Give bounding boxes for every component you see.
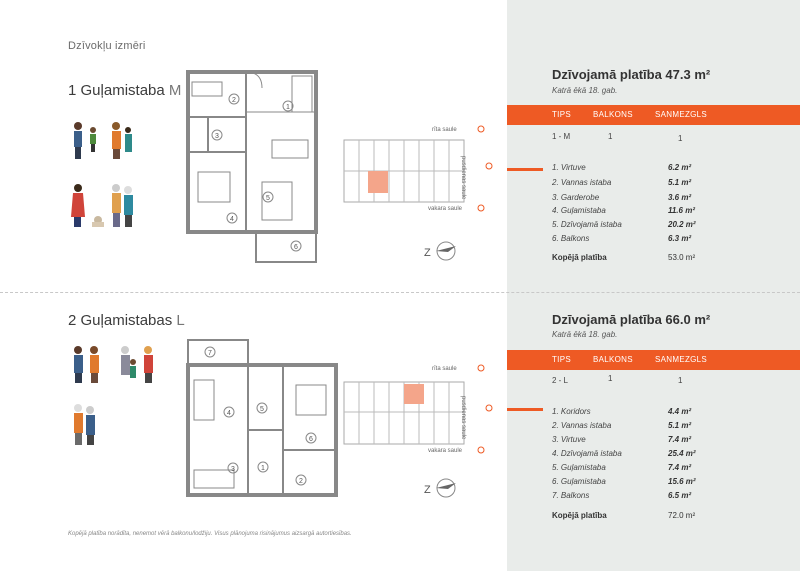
sun-icon [478, 365, 492, 453]
room-name: 7. Balkons [552, 491, 590, 500]
apt1-title [68, 82, 181, 99]
header-tips: TIPS [552, 355, 571, 364]
apt2-bathroom-value: 1 [678, 376, 683, 385]
room-name: 6. Guļamistaba [552, 477, 606, 486]
apt1-balcony-value: 1 [608, 132, 613, 141]
room-area: 6.5 m² [668, 491, 692, 500]
apt2-type-value: 2 - L [552, 376, 569, 385]
apt2-balcony-value: 1 [608, 374, 613, 383]
header-balkons: BALKONS [593, 110, 633, 119]
plan-num: 5 [260, 406, 264, 413]
header-balkons: BALKONS [593, 355, 633, 364]
apt2-total-label: Kopējā platība [552, 511, 607, 520]
header-sanmezgls: SANMEZGLS [655, 110, 708, 119]
family-figures-icon [70, 344, 160, 454]
plan-num: 2 [299, 478, 303, 485]
plan-num: 1 [261, 465, 265, 472]
room-name: 3. Garderobe [552, 193, 600, 202]
room-area: 6.3 m² [668, 234, 692, 243]
apt2-name: 2 Guļamistabas [68, 312, 173, 329]
compass-icon [436, 479, 456, 497]
room-name: 1. Virtuve [552, 163, 586, 172]
compass-label: Z [424, 484, 431, 496]
room-area: 25.4 m² [668, 449, 696, 458]
room-area: 11.6 m² [668, 206, 695, 215]
compass-label: Z [424, 247, 431, 259]
apt1-name: 1 Guļamistaba [68, 82, 165, 99]
family-figures-icon [70, 120, 140, 235]
apt1-total-label: Kopējā platība [552, 253, 607, 262]
room-area: 5.1 m² [668, 421, 692, 430]
apt1-table-header [507, 105, 800, 125]
room-area: 3.6 m² [668, 193, 692, 202]
apt2-total-value: 72.0 m² [668, 511, 696, 520]
page-title: Dzīvokļu izmēri [68, 40, 146, 52]
sun-morning-label: rīta saule [432, 366, 457, 372]
plan-num: 2 [232, 97, 236, 104]
apt2-title [68, 312, 185, 329]
room-name: 2. Vannas istaba [552, 421, 612, 430]
apt2-pointer [507, 408, 543, 411]
apt1-total-value: 53.0 m² [668, 253, 696, 262]
room-name: 1. Koridors [552, 407, 591, 416]
apt2-building-key-plan [344, 362, 494, 502]
room-name: 3. Virtuve [552, 435, 586, 444]
apt1-pointer [507, 168, 543, 171]
apt1-building-key-plan [344, 126, 494, 266]
plan-num: 6 [309, 436, 313, 443]
room-area: 7.4 m² [668, 435, 692, 444]
room-area: 7.4 m² [668, 463, 692, 472]
apt2-area-subtitle: Katrā ēkā 18. gab. [552, 330, 618, 339]
room-name: 2. Vannas istaba [552, 178, 612, 187]
apt1-area-subtitle: Katrā ēkā 18. gab. [552, 86, 618, 95]
footnote: Kopējā platība norādīta, nenemot vērā balkonu/lodžiju. Visus plānojuma risinājumus aizsargā autortiesības. [68, 531, 352, 537]
plan-num: 7 [208, 350, 212, 357]
apt2-floor-plan [188, 340, 343, 500]
sun-icon [478, 126, 492, 211]
plan-num: 5 [266, 195, 270, 202]
sun-midday-label: pusdienas saule [460, 156, 466, 200]
header-tips: TIPS [552, 110, 571, 119]
apt1-type-value: 1 - M [552, 132, 571, 141]
room-area: 15.6 m² [668, 477, 696, 486]
section-divider [0, 292, 800, 293]
apt1-floor-plan [188, 72, 323, 267]
room-area: 5.1 m² [668, 178, 692, 187]
info-panel [507, 0, 800, 571]
apt2-size: L [176, 312, 185, 329]
room-name: 5. Guļamistaba [552, 463, 606, 472]
apt1-size: M [168, 82, 182, 99]
room-area: 6.2 m² [668, 163, 692, 172]
room-name: 4. Dzīvojamā istaba [552, 449, 622, 458]
room-name: 4. Guļamistaba [552, 206, 606, 215]
apt2-table-header [507, 350, 800, 370]
apt1-bathroom-value: 1 [678, 134, 683, 143]
room-name: 6. Balkons [552, 234, 590, 243]
sun-evening-label: vakara saule [428, 206, 463, 212]
apt2-area-title: Dzīvojamā platība 66.0 m² [552, 312, 711, 327]
plan-num: 1 [286, 104, 290, 111]
room-name: 5. Dzīvojamā istaba [552, 220, 622, 229]
plan-num: 6 [294, 244, 298, 251]
plan-num: 4 [227, 410, 231, 417]
plan-num: 3 [231, 466, 235, 473]
sun-evening-label: vakara saule [428, 448, 463, 454]
sun-morning-label: rīta saule [432, 127, 457, 133]
compass-icon [436, 242, 456, 260]
plan-num: 4 [230, 216, 234, 223]
room-area: 20.2 m² [668, 220, 696, 229]
sun-midday-label: pusdienas saule [460, 396, 466, 440]
plan-num: 3 [215, 133, 219, 140]
room-area: 4.4 m² [668, 407, 692, 416]
header-sanmezgls: SANMEZGLS [655, 355, 708, 364]
apt1-area-title: Dzīvojamā platība 47.3 m² [552, 67, 711, 82]
